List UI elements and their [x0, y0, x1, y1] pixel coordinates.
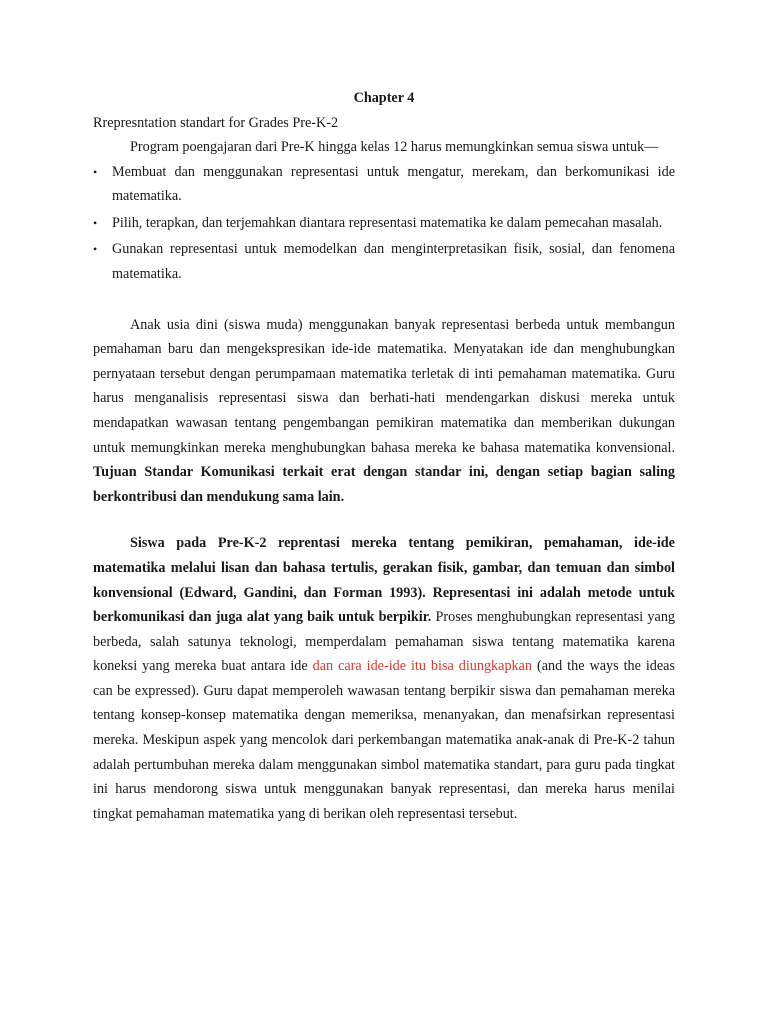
- paragraph-text: (and the ways the ideas can be expressed). Guru dapat memperoleh wawasan tentang berpikir siswa dan pemahaman mereka tentang konsep-konsep matematika dengan memeriksa, menanyakan, dan menafsirkan representasi mereka. Meskipun aspek yang mencolok dari perkembangan matematika anak-anak di Pre-K-2 tahun adalah pertumbuhan mereka dalam menggunakan simbol matematika standart, para guru pada tingkat ini harus mendorong siswa untuk menggunakan banyak representasi, dan mereka harus menilai tingkat pemahaman matematika yang di berikan oleh representasi tersebut.: [93, 658, 676, 822]
- bullet-icon: •: [93, 164, 98, 179]
- bullet-icon: •: [93, 215, 98, 230]
- body-paragraph-1: [93, 313, 675, 510]
- paragraph-text: Anak usia dini (siswa muda) menggunakan banyak representasi berbeda untuk membangun pemahaman baru dan mengekspresikan ide-ide matematika. Menyatakan ide dan menghubungkan pernyataan tersebut dengan perumpamaan matematika terletak di inti pemahaman matematika. Guru harus menganalisis representasi siswa dan berhati-hati mendengarkan diskusi mereka untuk mendapatkan wawasan tentang pengembangan pemikiran matematika dan memberikan dukungan untuk memungkinkan mereka menghubungkan bahasa mereka ke bahasa matematika konvensional.: [93, 316, 675, 456]
- bullet-icon: •: [93, 242, 98, 257]
- body-paragraph-2: [93, 531, 675, 826]
- spacer: [93, 509, 675, 531]
- bullet-list: [93, 160, 675, 287]
- bullet-text: Membuat dan menggunakan representasi untuk mengatur, merekam, dan berkomunikasi ide matematika.: [112, 163, 675, 205]
- list-item: [93, 237, 675, 286]
- bullet-text: Gunakan representasi untuk memodelkan dan menginterpretasikan fisik, sosial, dan fenomena matematika.: [112, 241, 675, 282]
- chapter-title: Chapter 4: [353, 90, 415, 106]
- document-page: [93, 86, 675, 826]
- spacer: [93, 289, 675, 313]
- list-item: [93, 211, 675, 236]
- list-item: [93, 160, 675, 209]
- paragraph-bold-text: Tujuan Standar Komunikasi terkait erat dengan standar ini, dengan setiap bagian saling berkontribusi dan mendukung sama lain.: [93, 464, 675, 505]
- paragraph-bold-text: Siswa pada Pre-K-2 reprentasi mereka tentang pemikiran, pemahaman, ide-ide matematika melalui lisan dan bahasa tertulis, gerakan fisik, gambar, dan temuan dan simbol konvensional (Edward, Gandini, dan Forman 1993). Representasi ini adalah metode untuk berkomunikasi dan juga alat yang baik untuk berpikir.: [93, 535, 675, 626]
- bullet-text: Pilih, terapkan, dan terjemahkan diantara representasi matematika ke dalam pemecahan masalah.: [112, 214, 663, 231]
- intro-paragraph: Program poengajaran dari Pre-K hingga kelas 12 harus memungkinkan semua siswa untuk—: [130, 139, 659, 155]
- highlighted-text: dan cara ide-ide itu bisa diungkapkan: [312, 658, 533, 675]
- paragraph-text: Proses menghubungkan representasi yang berbeda, salah satunya teknologi, memperdalam pemahaman siswa tentang matematika karena koneksi yang mereka buat antara ide: [93, 609, 676, 675]
- section-subtitle: Rrepresntation standart for Grades Pre-K-2: [93, 115, 339, 131]
